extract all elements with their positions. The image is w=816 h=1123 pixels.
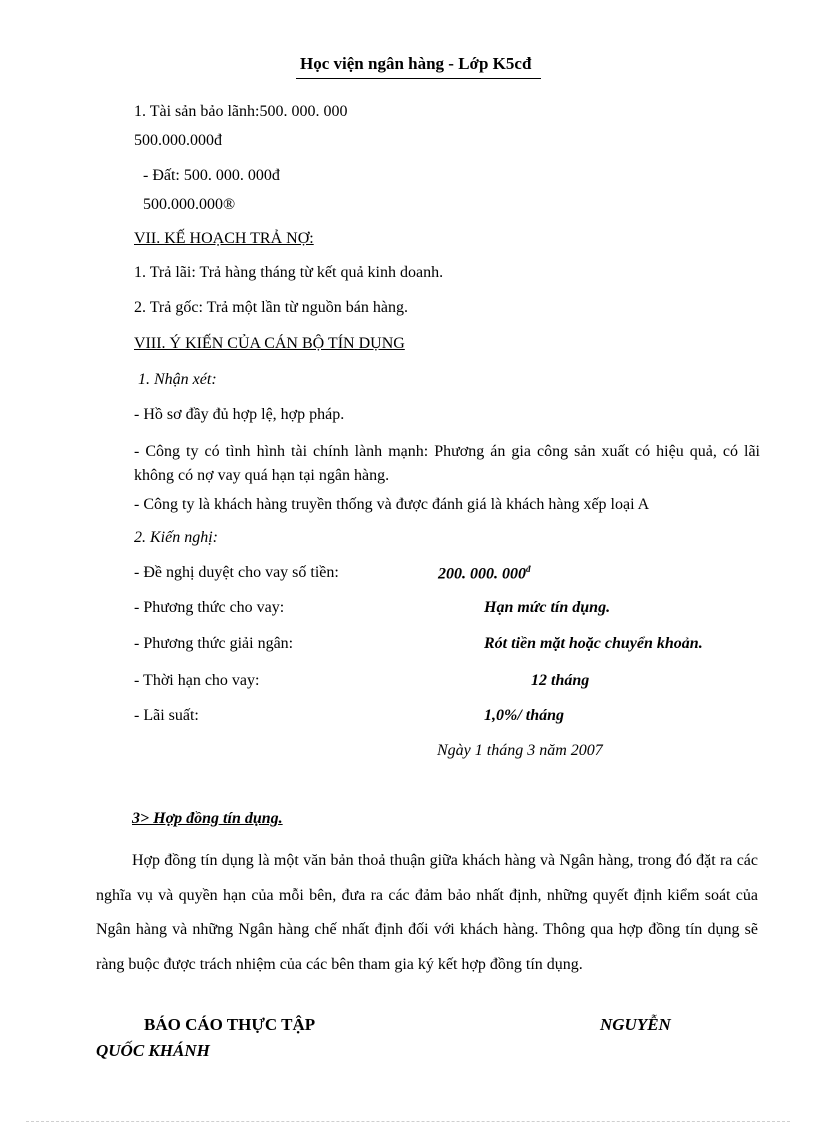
signing-date: Ngày 1 tháng 3 năm 2007 bbox=[437, 742, 603, 759]
repay-principal: 2. Trả gốc: Trả một lần từ nguồn bán hàng. bbox=[134, 299, 409, 316]
collateral-line-1: 1. Tài sản bảo lãnh:500. 000. 000 bbox=[134, 103, 348, 120]
collateral-line-3: - Đất: 500. 000. 000đ bbox=[143, 167, 280, 184]
subheading-remarks: 1. Nhận xét: bbox=[138, 371, 217, 388]
footer-author-second: QUỐC KHÁNH bbox=[96, 1041, 210, 1060]
credit-contract-text: Hợp đồng tín dụng là một văn bản thoả thuận giữa khách hàng và Ngân hàng, trong đó đặt ra các nghĩa vụ và quyền hạn của mỗi bên, đưa ra các đảm bảo nhất định, những quyết định kiểm soát của Ngân hàng và những Ngân hàng chế nhất định đối với khách hàng. Thông qua hợp đồng tín dụng sẽ ràng buộc được trách nhiệm của các bên tham gia ký kết hợp đồng tín dụng. bbox=[96, 852, 758, 973]
remark-2-text: - Công ty có tình hình tài chính lành mạnh: Phương án gia công sản xuất có hiệu quả, có lãi không có nợ vay quá hạn tại ngân hàng. bbox=[134, 443, 760, 484]
repay-interest: 1. Trả lãi: Trả hàng tháng từ kết quả kinh doanh. bbox=[134, 264, 444, 281]
subheading-recommendations: 2. Kiến nghị: bbox=[134, 529, 218, 546]
footer-report-label: BÁO CÁO THỰC TẬP bbox=[144, 1015, 316, 1034]
footer-author-first: NGUYỄN bbox=[600, 1015, 671, 1034]
rec-value-term: 12 tháng bbox=[531, 672, 590, 689]
rec-value-disbursement: Rót tiền mặt hoặc chuyển khoản. bbox=[484, 635, 703, 652]
rec-label-amount: - Đề nghị duyệt cho vay số tiền: bbox=[134, 564, 339, 581]
remark-1: - Hồ sơ đầy đủ hợp lệ, hợp pháp. bbox=[134, 406, 345, 423]
page-header: Học viện ngân hàng - Lớp K5cđ bbox=[300, 54, 532, 73]
rec-value-rate: 1,0%/ tháng bbox=[484, 707, 565, 724]
rec-value-amount-text: 200. 000. 000 bbox=[438, 565, 526, 583]
section-8-heading: VIII. Ý KIẾN CỦA CÁN BỘ TÍN DỤNG bbox=[134, 335, 405, 352]
section-3-heading: 3> Hợp đồng tín dụng. bbox=[132, 810, 283, 827]
remark-3: - Công ty là khách hàng truyền thống và được đánh giá là khách hàng xếp loại A bbox=[134, 496, 650, 513]
rec-label-term: - Thời hạn cho vay: bbox=[134, 672, 260, 689]
collateral-line-2: 500.000.000đ bbox=[134, 132, 222, 149]
remark-2 bbox=[134, 440, 760, 488]
rec-label-rate: - Lãi suất: bbox=[134, 707, 199, 724]
header-underline bbox=[296, 78, 541, 79]
page-bottom-divider bbox=[26, 1121, 790, 1122]
rec-label-disbursement: - Phương thức giải ngân: bbox=[134, 635, 294, 652]
section-7-heading: VII. KẾ HOẠCH TRẢ NỢ: bbox=[134, 230, 314, 247]
rec-label-method: - Phương thức cho vay: bbox=[134, 599, 285, 616]
rec-value-method: Hạn mức tín dụng. bbox=[484, 599, 611, 616]
credit-contract-paragraph bbox=[96, 844, 758, 982]
currency-sup: đ bbox=[526, 564, 531, 574]
collateral-line-4: 500.000.000® bbox=[143, 196, 236, 213]
rec-value-amount bbox=[438, 564, 531, 583]
